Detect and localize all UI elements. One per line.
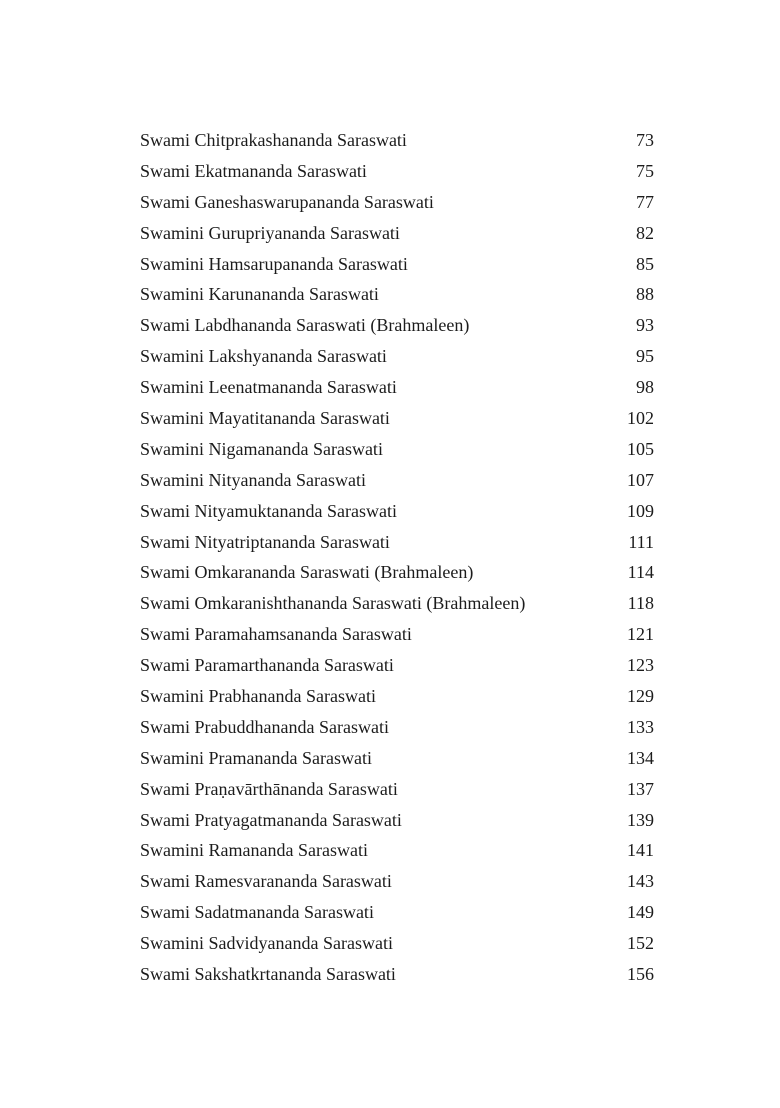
toc-entry [140,774,654,805]
toc-entry [140,372,654,403]
toc-entry-page: 139 [627,809,654,830]
toc-entry-page: 121 [627,624,654,645]
toc-entry [140,928,654,959]
toc-entry [140,434,654,465]
toc-entry-page: 102 [627,408,654,429]
toc-entry-name: Swamini Lakshyananda Saraswati [140,346,387,367]
toc-entry-name: Swami Pratyagatmananda Saraswati [140,809,402,830]
toc-entry-page: 114 [627,562,654,583]
toc-entry-name: Swamini Pramananda Saraswati [140,747,372,768]
toc-entry-name: Swamini Prabhananda Saraswati [140,686,376,707]
toc-entry-page: 156 [627,964,654,985]
toc-entry-page: 143 [627,871,654,892]
toc-entry-page: 107 [627,469,654,490]
toc-entry-name: Swami Praṇavārthānanda Saraswati [140,778,398,799]
toc-entry-page: 149 [627,902,654,923]
toc-entry [140,341,654,372]
toc-entry-name: Swami Sakshatkrtananda Saraswati [140,964,396,985]
toc-entry-name: Swami Paramarthananda Saraswati [140,655,394,676]
toc-entry [140,527,654,558]
toc-entry-page: 141 [627,840,654,861]
toc-entry-page: 82 [636,222,654,243]
toc-entry-name: Swamini Mayatitananda Saraswati [140,408,390,429]
toc-entry-name: Swamini Hamsarupananda Saraswati [140,253,408,274]
toc-entry-page: 118 [627,593,654,614]
toc-entry-name: Swami Sadatmananda Saraswati [140,902,374,923]
toc-entry [140,496,654,527]
toc-entry-page: 109 [627,500,654,521]
toc-entry-name: Swami Paramahamsananda Saraswati [140,624,412,645]
toc-entry [140,897,654,928]
toc-entry-name: Swamini Ramananda Saraswati [140,840,368,861]
toc-entry-name: Swamini Karunananda Saraswati [140,284,379,305]
toc-entry-name: Swamini Leenatmananda Saraswati [140,377,397,398]
toc-entry-page: 95 [636,346,654,367]
toc-entry [140,403,654,434]
toc-entry-name: Swami Prabuddhananda Saraswati [140,716,389,737]
toc-entry [140,712,654,743]
toc-entry-page: 98 [636,377,654,398]
toc-entry-page: 137 [627,778,654,799]
toc-entry-name: Swami Omkarananda Saraswati (Brahmaleen) [140,562,474,583]
toc-entry [140,866,654,897]
toc-entry-page: 129 [627,686,654,707]
toc-entry-name: Swamini Sadvidyananda Saraswati [140,933,393,954]
table-of-contents [140,125,654,990]
toc-entry [140,959,654,990]
toc-entry [140,187,654,218]
toc-entry-name: Swami Ekatmananda Saraswati [140,160,367,181]
toc-entry-name: Swami Ganeshaswarupananda Saraswati [140,191,434,212]
toc-entry-page: 152 [627,933,654,954]
toc-entry [140,557,654,588]
toc-entry-page: 85 [636,253,654,274]
toc-entry [140,249,654,280]
toc-entry [140,835,654,866]
toc-entry-page: 105 [627,438,654,459]
toc-entry [140,279,654,310]
toc-entry-page: 73 [636,130,654,150]
toc-entry [140,743,654,774]
toc-entry-name: Swami Nityamuktananda Saraswati [140,500,397,521]
toc-entry-name: Swamini Nigamananda Saraswati [140,438,383,459]
toc-entry [140,125,654,156]
toc-entry [140,619,654,650]
toc-entry-name: Swamini Nityananda Saraswati [140,469,366,490]
toc-entry-page: 111 [628,531,654,552]
toc-entry-name: Swami Labdhananda Saraswati (Brahmaleen) [140,315,470,336]
toc-entry [140,681,654,712]
toc-entry [140,465,654,496]
toc-entry [140,650,654,681]
toc-entry [140,156,654,187]
toc-entry-name: Swami Nityatriptananda Saraswati [140,531,390,552]
toc-entry-name: Swami Ramesvarananda Saraswati [140,871,392,892]
toc-entry [140,805,654,836]
toc-entry-page: 123 [627,655,654,676]
toc-entry-page: 75 [636,160,654,181]
toc-entry-name: Swami Chitprakashananda Saraswati [140,130,407,150]
toc-entry-name: Swami Omkaranishthananda Saraswati (Brahmaleen) [140,593,526,614]
toc-entry-page: 77 [636,191,654,212]
toc-entry [140,218,654,249]
toc-entry [140,588,654,619]
toc-entry-page: 134 [627,747,654,768]
toc-entry-name: Swamini Gurupriyananda Saraswati [140,222,400,243]
toc-entry-page: 88 [636,284,654,305]
toc-entry [140,310,654,341]
toc-entry-page: 133 [627,716,654,737]
toc-entry-page: 93 [636,315,654,336]
